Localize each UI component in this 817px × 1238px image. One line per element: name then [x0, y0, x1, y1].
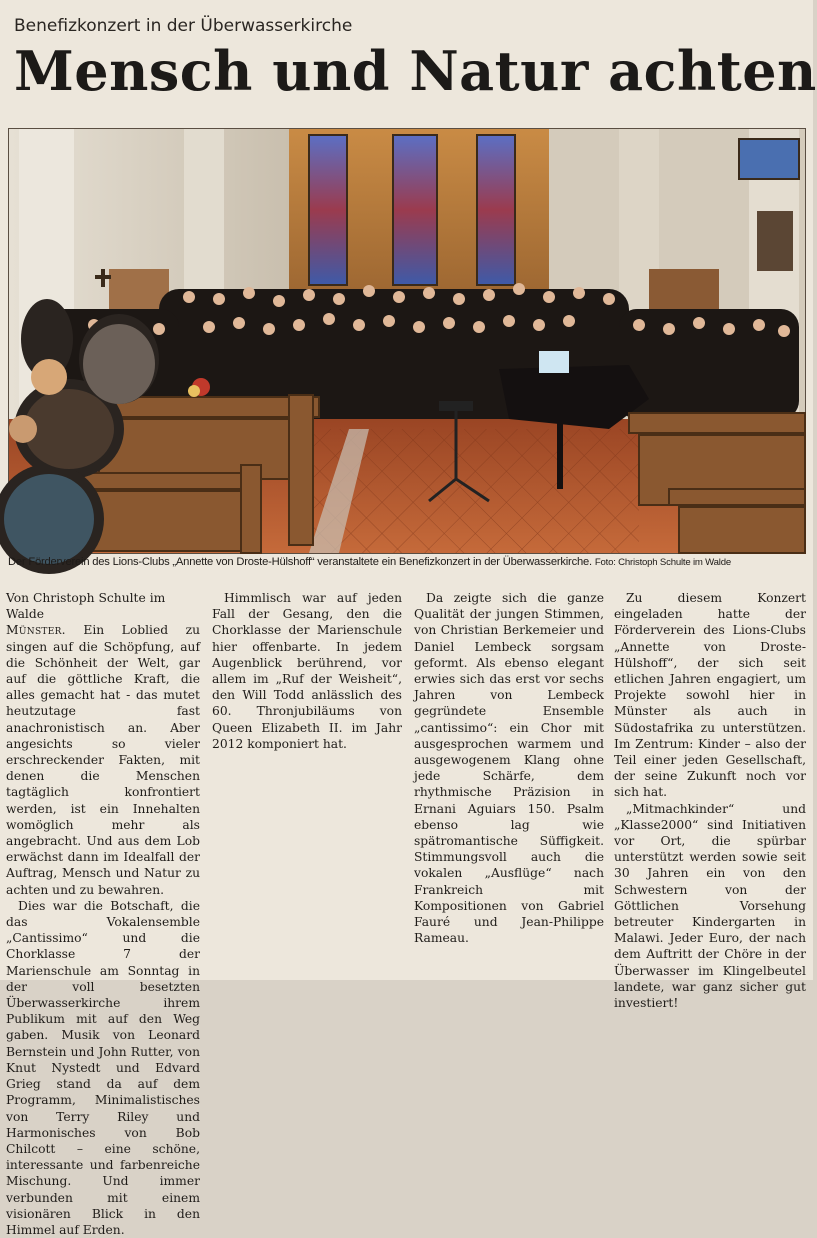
photo-caption	[8, 556, 808, 568]
article-paragraph: Dies war die Botschaft, die das Vokalensemble „Cantissimo“ und die Chorklasse 7 der Marienschule am Sonntag in der voll besetzten Überwasserkirche ihrem Publikum mit auf den Weg gaben. Musik von Leonard Bernstein und John Rutter, von Knut Nystedt und Edvard Grieg stand da auf dem Programm, Minimalistisches von Terry Riley und Harmonisches von Bob Chilcott – eine schöne, interessante und farbenreiche Mischung. Und immer verbunden mit einem visionären Blick in den Himmel auf Erden.	[6, 898, 200, 1237]
article-column-4	[614, 590, 806, 1011]
byline: Von Christoph Schulte im Walde	[6, 591, 166, 622]
dateline: Münster.	[6, 623, 66, 638]
caption-text: Der Förderverein des Lions-Clubs „Annette von Droste-Hülshoff“ veranstaltete ein Benefizkonzert in der Überwasserkirche.	[8, 556, 592, 568]
photo-credit: Foto: Christoph Schulte im Walde	[594, 557, 732, 568]
article-column-2	[212, 590, 402, 978]
article-paragraph: „Mitmachkinder“ und „Klasse2000“ sind Initiativen vor Ort, die spürbar unterstützt werden sowie seit 30 Jahren ein von den Schwestern von der Göttlichen Vorsehung betreuter Kindergarten in Malawi. Jeder Euro, der nach dem Auftritt der Chöre in der Überwasser im Klingelbeutel landete, war ganz sicher gut investiert!	[614, 801, 806, 1011]
article-kicker: Benefizkonzert in der Überwasserkirche	[14, 16, 353, 36]
concert-photo	[8, 128, 806, 554]
article-paragraph: Da zeigte sich die ganze Qualität der jungen Stimmen, von Christian Berkemeier und Daniel Lembeck sorgsam geformt. Als ebenso elegant erwies sich das erst vor sechs Jahren von Lembeck gegründete Ensemble „cantissimo“: ein Chor mit ausgesprochen warmem und ausgewogenem Klang ohne jede Schärfe, dem rhythmische Präzision in Ernani Aguiars 150. Psalm ebenso lag wie spätromantische Süffigkeit. Stimmungsvoll auch die vokalen „Ausflüge“ nach Frankreich mit Kompositionen von Gabriel Fauré und Jean-Philippe Rameau.	[414, 591, 604, 946]
article-headline: Mensch und Natur achten	[14, 39, 817, 103]
article-column-3	[414, 590, 604, 978]
article-paragraph: Ein Loblied zu singen auf die Schöpfung, auf die Schönheit der Welt, gar auf die göttliche Kraft, die alles gemacht hat - das mutet heutzutage fast anachronistisch an. Aber angesichts so vieler erschreckender Fakten, mit denen die Menschen tagtäglich konfrontiert werden, ist ein Innehalten womöglich mehr als angebracht. Und aus dem Lob erwächst dann im Idealfall der Auftrag, Mensch und Natur zu achten und zu bewahren.	[6, 623, 200, 897]
article-column-1	[6, 590, 200, 1237]
article-paragraph: Himmlisch war auf jeden Fall der Gesang, den die Chorklasse der Marienschule hier offenbarte. In jedem Augenblick berührend, vor allem im „Ruf der Weisheit“, den Will Todd anlässlich des 60. Thronjubiläums von Queen Elizabeth II. im Jahr 2012 komponiert hat.	[212, 591, 402, 751]
article-paragraph: Zu diesem Konzert eingeladen hatte der Förderverein des Lions-Clubs „Annette von Droste-Hülshoff“, der sich seit etlichen Jahren engagiert, um Projekte sowohl hier in Münster als auch in Südostafrika zu unterstützen. Im Zentrum: Kinder – also der Teil einer jeden Gesellschaft, der seine Zukunft noch vor sich hat.	[614, 591, 806, 800]
